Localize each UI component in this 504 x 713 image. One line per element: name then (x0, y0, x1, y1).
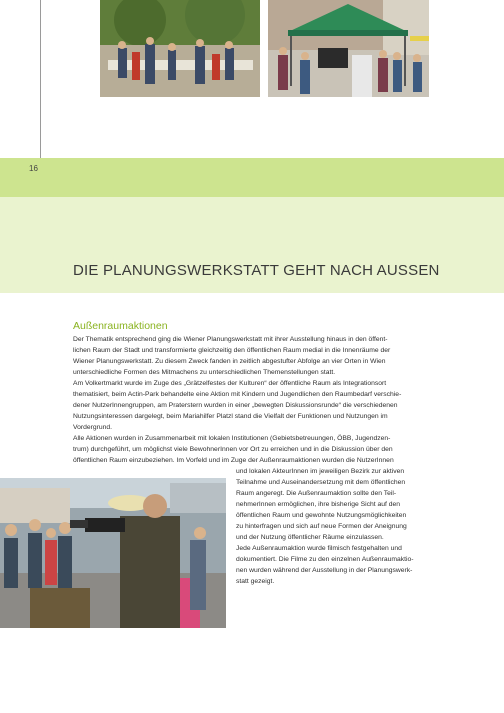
text-line: Teilnahme und Auseinandersetzung mit dem öffentlichen (236, 479, 406, 486)
text-line: und lokalen AkteurInnen im jeweiligen Bezirk zur aktiven (236, 468, 405, 475)
text-line: zu hinterfragen und sich auf neue Formen der Aneignung (236, 523, 407, 530)
text-line: nen wurden während der Ausstellung in der Planungswerk- (236, 567, 413, 574)
page-number-band (0, 158, 504, 197)
text-line: Wiener Planungswerkstatt. Zu diesem Zweck fanden in zeitlich abgestufter Abfolge an vier Orten in Wien (73, 358, 386, 365)
photo-film-interview (0, 478, 226, 628)
text-line: Am Volkertmarkt wurde im Zuge des „Grätzelfestes der Kulturen“ der öffentliche Raum als Integrationsort (73, 380, 387, 387)
body-text-side (236, 466, 436, 587)
text-line: thematisiert, beim Actin-Park behandelte eine Aktion mit Kindern und Jugendlichen den Raumbedarf verschie- (73, 391, 402, 398)
text-line: Alle Aktionen wurden in Zusammenarbeit mit lokalen Institutionen (Gebietsbetreuungen, ÖBB, Jugendzen- (73, 435, 391, 442)
photo-green-pavilion (268, 0, 429, 97)
page-title: DIE PLANUNGSWERKSTATT GEHT NACH AUSSEN (73, 262, 440, 279)
text-line: nehmerInnen ermöglichen, ihre bisherige Sicht auf den (236, 501, 400, 508)
text-line: dener NutzerInnengruppen, am Praterstern wurden in einer „bewegten Diskussionsrunde“ die verschiedenen (73, 402, 398, 409)
photo-street-fair (100, 0, 260, 97)
text-line: lichen Raum der Stadt und transformierte gleichzeitig den öffentlichen Raum medial in die Innenräume der (73, 347, 391, 354)
text-line: Vordergrund. (73, 424, 113, 431)
text-line: Raum angeregt. Die Außenraumaktion sollte den Teil- (236, 490, 397, 497)
text-line: Nutzungsinteressen dargelegt, beim Mariahilfer Platzl stand die Vielfalt der Funktionen und Nutzungen im (73, 413, 388, 420)
text-line: trum) durchgeführt, um möglichst viele BewohnerInnen vor Ort zu erreichen und in die Diskussion über den (73, 446, 393, 453)
text-line: öffentlichen Raum und gewohnte Nutzungsmöglichkeiten (236, 512, 407, 519)
text-line: Der Thematik entsprechend ging die Wiener Planungswerkstatt mit ihrer Ausstellung hinaus in den öffent- (73, 336, 388, 343)
body-text-main (73, 334, 433, 466)
section-subheading: Außenraumaktionen (73, 320, 168, 332)
text-line: unterschiedliche Formen des Mitmachens zu unterschiedlichen Themenstellungen statt. (73, 369, 336, 376)
text-line: dokumentiert. Die Filme zu den einzelnen Außenraumaktio- (236, 556, 414, 563)
text-line: statt gezeigt. (236, 578, 275, 585)
page-number: 16 (29, 164, 38, 173)
text-line: öffentlichen Raum einzubeziehen. Im Vorfeld und im Zuge der Außenraumaktionen wurden die NutzerInnen (73, 457, 394, 464)
text-line: Jede Außenraumaktion wurde filmisch festgehalten und (236, 545, 402, 552)
text-line: und der Nutzung öffentlicher Räume einzulassen. (236, 534, 384, 541)
